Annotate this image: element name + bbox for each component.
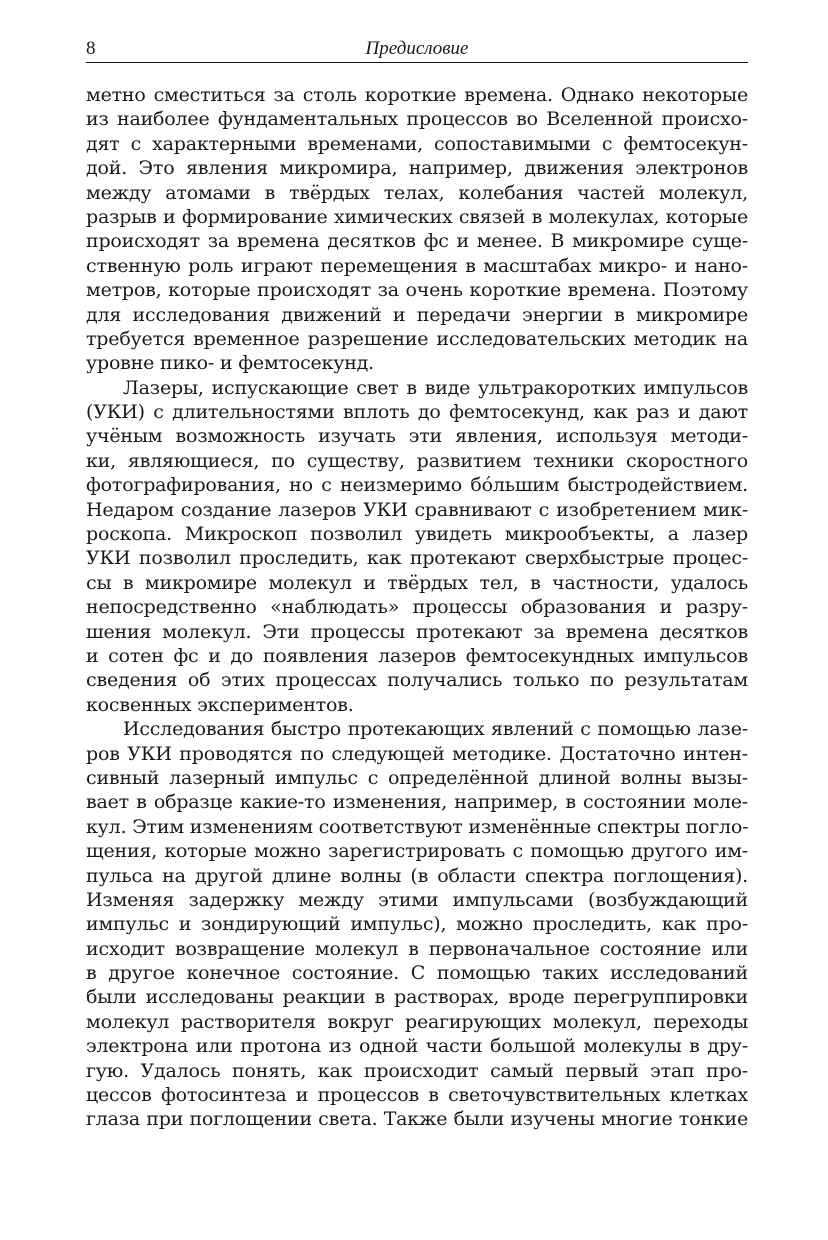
paragraph xyxy=(86,717,748,1132)
text-line: непосредственно «наблюдать» процессы образования и разру- xyxy=(86,596,748,619)
text-line: вает в образце какие-то изменения, например, в состоянии моле- xyxy=(86,791,748,814)
text-line: косвенных экспериментов. xyxy=(86,693,354,716)
paragraph xyxy=(86,83,748,376)
text-line: кул. Этим изменениям соответствуют изменённые спектры погло- xyxy=(86,815,749,838)
text-line: дой. Это явления микромира, например, движения электронов xyxy=(86,157,748,180)
text-line: для исследования движений и передачи энергии в микромире xyxy=(86,303,748,326)
text-line: метно сместиться за столь короткие времена. Однако некоторые xyxy=(86,84,748,106)
text-line: Недаром создание лазеров УКИ сравнивают с изобретением мик- xyxy=(86,498,748,521)
text-line: ки, являющиеся, по существу, развитием техники скоростного xyxy=(86,449,748,472)
text-line: фотографирования, но с неизмеримо бóльшим быстродействием. xyxy=(86,474,748,497)
text-line: УКИ позволил проследить, как протекают сверхбыстрые процес- xyxy=(86,547,748,570)
running-title: Предисловие xyxy=(365,38,469,59)
text-line: гую. Удалось понять, как происходит самый первый этап про- xyxy=(86,1059,748,1082)
text-line: и сотен фс и до появления лазеров фемтосекундных импульсов xyxy=(86,644,748,667)
text-line: уровне пико- и фемтосекунд. xyxy=(86,352,375,375)
text-line: ров УКИ проводятся по следующей методике. Достаточно интен- xyxy=(86,742,748,765)
text-line: электрона или протона из одной части большой молекулы в дру- xyxy=(86,1035,748,1058)
text-line: между атомами в твёрдых телах, колебания частей молекул, xyxy=(86,181,748,204)
body-text xyxy=(86,83,748,1132)
text-line: учёным возможность изучать эти явления, используя методи- xyxy=(86,425,748,448)
text-line: пульса на другой длине волны (в области спектра поглощения). xyxy=(86,864,748,887)
text-line: импульс и зондирующий импульс), можно проследить, как про- xyxy=(86,913,748,936)
text-line: Изменяя задержку между этими импульсами (возбуждающий xyxy=(86,888,748,911)
text-line: щения, которые можно зарегистрировать с помощью другого им- xyxy=(86,840,748,863)
text-line: из наиболее фундаментальных процессов во Вселенной происхо- xyxy=(86,108,748,131)
text-line: происходят за времена десятков фс и менее. В микромире суще- xyxy=(86,230,748,253)
text-line: глаза при поглощении света. Также были изучены многие тонкие xyxy=(86,1108,748,1131)
text-line: шения молекул. Эти процессы протекают за времена десятков xyxy=(86,620,748,643)
page-number: 8 xyxy=(86,38,96,59)
text-line: требуется временное разрешение исследовательских методик на xyxy=(86,327,748,350)
text-line: цессов фотосинтеза и процессов в светочувствительных клетках xyxy=(86,1084,748,1107)
text-line: исходит возвращение молекул в первоначальное состояние или xyxy=(86,937,748,960)
text-line: метров, которые происходят за очень короткие времена. Поэтому xyxy=(86,279,748,302)
page-header xyxy=(86,36,748,63)
text-line: сы в микромире молекул и твёрдых тел, в частности, удалось xyxy=(86,571,748,594)
text-line: молекул растворителя вокруг реагирующих молекул, переходы xyxy=(86,1010,748,1033)
text-line: (УКИ) с длительностями вплоть до фемтосекунд, как раз и дают xyxy=(86,401,748,424)
text-line: сивный лазерный импульс с определённой длиной волны вызы- xyxy=(86,766,748,789)
text-line: разрыв и формирование химических связей в молекулах, которые xyxy=(86,205,748,228)
text-line: роскопа. Микроскоп позволил увидеть микрообъекты, а лазер xyxy=(86,523,748,546)
text-line: дят с характерными временами, сопоставимыми с фемтосекун- xyxy=(86,132,748,155)
paragraph xyxy=(86,376,748,717)
text-line: в другое конечное состояние. С помощью таких исследований xyxy=(86,962,748,985)
text-line: ственную роль играют перемещения в масштабах микро- и нано- xyxy=(86,254,748,277)
text-line: Лазеры, испускающие свет в виде ультракоротких импульсов xyxy=(123,376,748,399)
text-line: Исследования быстро протекающих явлений с помощью лазе- xyxy=(123,718,748,741)
text-line: сведения об этих процессах получались только по результатам xyxy=(86,669,748,692)
text-line: были исследованы реакции в растворах, вроде перегруппировки xyxy=(86,986,748,1009)
